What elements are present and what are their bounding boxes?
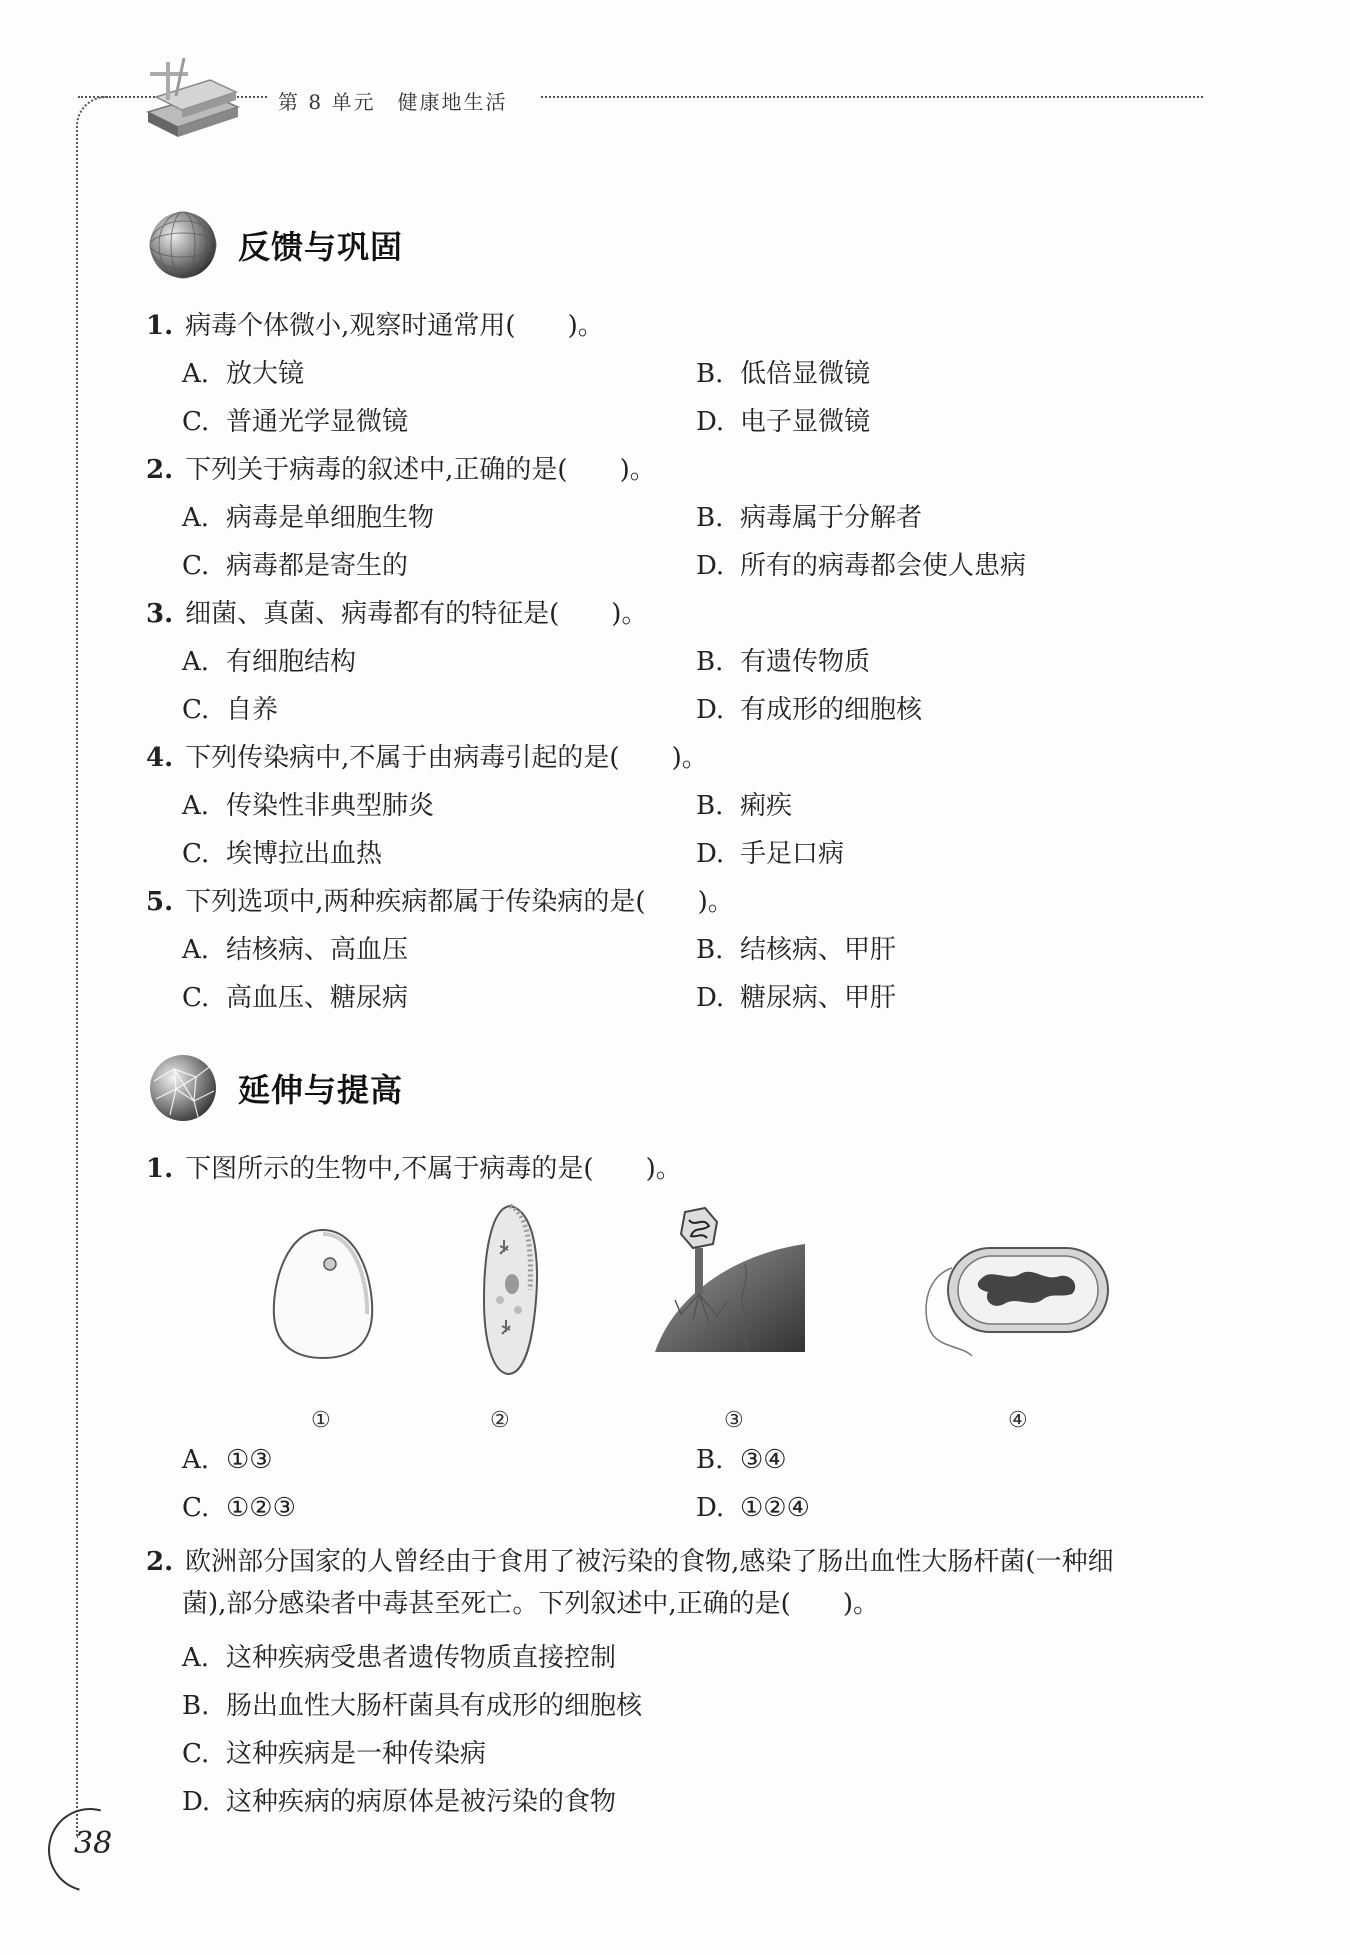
question: 4. 下列传染病中,不属于由病毒引起的是( )。	[146, 743, 708, 773]
option-c: C. 这种疾病是一种传染病	[182, 1739, 487, 1769]
option-a: A. 结核病、高血压	[182, 935, 409, 965]
option-d: D. 手足口病	[696, 839, 845, 869]
option-c: C. 高血压、糖尿病	[182, 983, 409, 1013]
question-text: 细菌、真菌、病毒都有的特征是( )。	[185, 599, 648, 629]
section-heading-feedback	[146, 205, 403, 285]
paramecium-figure	[470, 1200, 550, 1380]
option-b: B. 有遗传物质	[696, 647, 871, 677]
figure-label: ①	[311, 1408, 331, 1433]
option-d: D. 这种疾病的病原体是被污染的食物	[182, 1787, 617, 1817]
option-b: B. 病毒属于分解者	[696, 503, 923, 533]
bacteriophage-figure	[655, 1204, 805, 1354]
question-text: 下列传染病中,不属于由病毒引起的是( )。	[185, 743, 708, 773]
question: 2. 欧洲部分国家的人曾经由于食用了被污染的食物,感染了肠出血性大肠杆菌(一种细	[146, 1547, 1114, 1577]
figure-label: ③	[724, 1408, 744, 1433]
question-text: 下列选项中,两种疾病都属于传染病的是( )。	[185, 887, 734, 917]
option-a: A. 这种疾病受患者遗传物质直接控制	[182, 1643, 617, 1673]
option-c: C. 埃博拉出血热	[182, 839, 383, 869]
globe-icon	[146, 208, 220, 282]
question-text-line2: 菌),部分感染者中毒甚至死亡。下列叙述中,正确的是( )。	[182, 1589, 879, 1619]
question-text: 下列关于病毒的叙述中,正确的是( )。	[185, 455, 656, 485]
option-a: A. 病毒是单细胞生物	[182, 503, 435, 533]
question: 2. 下列关于病毒的叙述中,正确的是( )。	[146, 455, 656, 485]
figure-label: ②	[490, 1408, 510, 1433]
books-logo-icon	[138, 52, 248, 142]
question-text-line1: 欧洲部分国家的人曾经由于食用了被污染的食物,感染了肠出血性大肠杆菌(一种细	[185, 1547, 1114, 1577]
option-b: B. 肠出血性大肠杆菌具有成形的细胞核	[182, 1691, 643, 1721]
option-c: C. 自养	[182, 695, 279, 725]
yeast-cell-figure	[268, 1224, 378, 1364]
option-b: B. 低倍显微镜	[696, 359, 871, 389]
section-title: 延伸与提高	[238, 1071, 404, 1109]
unit-title: 健康地生活	[397, 90, 508, 114]
option-d: D. 所有的病毒都会使人患病	[696, 551, 1027, 581]
bacterium-figure	[912, 1238, 1112, 1378]
running-header	[268, 86, 539, 115]
question: 3. 细菌、真菌、病毒都有的特征是( )。	[146, 599, 648, 629]
option-a: A. 放大镜	[182, 359, 305, 389]
question: 1. 病毒个体微小,观察时通常用( )。	[146, 311, 604, 341]
question-text: 病毒个体微小,观察时通常用( )。	[185, 311, 604, 341]
question: 5. 下列选项中,两种疾病都属于传染病的是( )。	[146, 887, 734, 917]
option-a: A. ①③	[182, 1445, 273, 1475]
option-c: C. 病毒都是寄生的	[182, 551, 409, 581]
left-dotted-border	[76, 96, 108, 1838]
question-text: 下图所示的生物中,不属于病毒的是( )。	[185, 1154, 682, 1184]
option-d: D. ①②④	[696, 1493, 810, 1523]
network-globe-icon	[146, 1051, 220, 1125]
option-d: D. 电子显微镜	[696, 407, 871, 437]
organism-figures	[0, 1200, 1350, 1433]
figure-label: ④	[1008, 1408, 1028, 1433]
option-d: D. 有成形的细胞核	[696, 695, 923, 725]
section-heading-extension	[146, 1048, 403, 1128]
option-b: B. ③④	[696, 1445, 787, 1475]
question: 1. 下图所示的生物中,不属于病毒的是( )。	[146, 1154, 682, 1184]
section-title: 反馈与巩固	[238, 228, 404, 266]
option-a: A. 有细胞结构	[182, 647, 357, 677]
option-a: A. 传染性非典型肺炎	[182, 791, 435, 821]
unit-label: 第 8 单元	[278, 90, 376, 114]
page-number: 38	[74, 1826, 113, 1861]
option-b: B. 痢疾	[696, 791, 793, 821]
option-d: D. 糖尿病、甲肝	[696, 983, 897, 1013]
option-c: C. 普通光学显微镜	[182, 407, 409, 437]
option-b: B. 结核病、甲肝	[696, 935, 897, 965]
option-c: C. ①②③	[182, 1493, 296, 1523]
